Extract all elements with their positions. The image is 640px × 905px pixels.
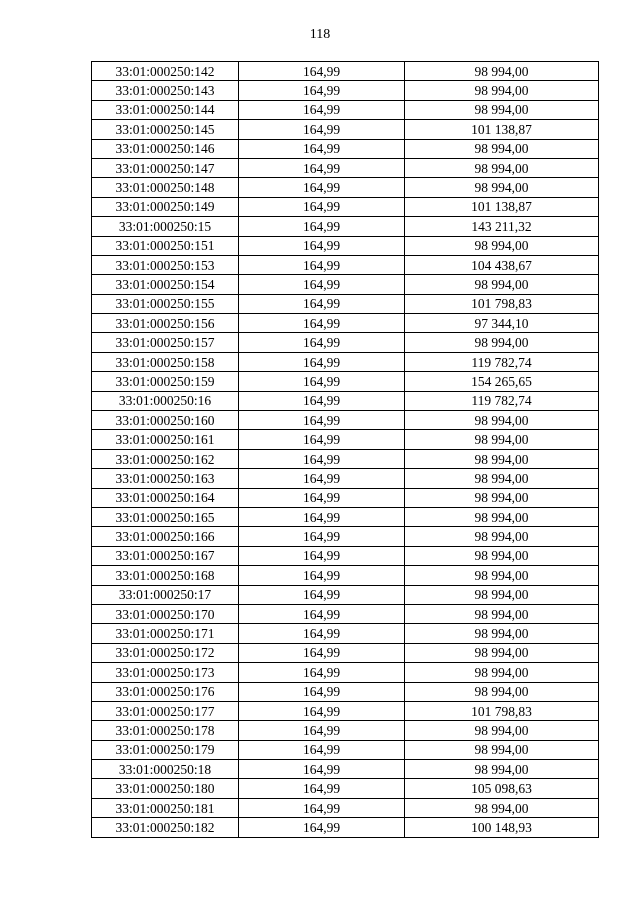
cadastral-number-cell: 33:01:000250:165 — [92, 507, 239, 526]
area-cell: 164,99 — [239, 236, 405, 255]
cadastral-number-cell: 33:01:000250:144 — [92, 100, 239, 119]
table-row — [92, 624, 599, 643]
value-cell: 98 994,00 — [405, 507, 599, 526]
area-cell: 164,99 — [239, 760, 405, 779]
table-row — [92, 643, 599, 662]
value-cell: 98 994,00 — [405, 760, 599, 779]
table-row — [92, 236, 599, 255]
area-cell: 164,99 — [239, 449, 405, 468]
table-row — [92, 81, 599, 100]
table-row — [92, 818, 599, 837]
table-row — [92, 779, 599, 798]
value-cell: 97 344,10 — [405, 314, 599, 333]
cadastral-number-cell: 33:01:000250:158 — [92, 352, 239, 371]
table-row — [92, 333, 599, 352]
page-number: 118 — [309, 27, 331, 42]
value-cell: 143 211,32 — [405, 217, 599, 236]
value-cell: 101 138,87 — [405, 197, 599, 216]
value-cell: 101 798,83 — [405, 701, 599, 720]
value-cell: 98 994,00 — [405, 682, 599, 701]
table-row — [92, 760, 599, 779]
area-cell: 164,99 — [239, 158, 405, 177]
value-cell: 98 994,00 — [405, 333, 599, 352]
cadastral-number-cell: 33:01:000250:149 — [92, 197, 239, 216]
cadastral-number-cell: 33:01:000250:161 — [92, 430, 239, 449]
area-cell: 164,99 — [239, 488, 405, 507]
cadastral-number-cell: 33:01:000250:146 — [92, 139, 239, 158]
area-cell: 164,99 — [239, 139, 405, 158]
table-row — [92, 663, 599, 682]
area-cell: 164,99 — [239, 818, 405, 837]
area-cell: 164,99 — [239, 294, 405, 313]
table-row — [92, 566, 599, 585]
cadastral-number-cell: 33:01:000250:160 — [92, 411, 239, 430]
value-cell: 98 994,00 — [405, 275, 599, 294]
area-cell: 164,99 — [239, 275, 405, 294]
table-row — [92, 527, 599, 546]
table-row — [92, 430, 599, 449]
value-cell: 119 782,74 — [405, 391, 599, 410]
value-cell: 98 994,00 — [405, 81, 599, 100]
cadastral-number-cell: 33:01:000250:171 — [92, 624, 239, 643]
cadastral-number-cell: 33:01:000250:15 — [92, 217, 239, 236]
area-cell: 164,99 — [239, 507, 405, 526]
cadastral-number-cell: 33:01:000250:18 — [92, 760, 239, 779]
area-cell: 164,99 — [239, 255, 405, 274]
table-row — [92, 411, 599, 430]
area-cell: 164,99 — [239, 100, 405, 119]
value-cell: 98 994,00 — [405, 585, 599, 604]
area-cell: 164,99 — [239, 314, 405, 333]
cadastral-number-cell: 33:01:000250:16 — [92, 391, 239, 410]
table-row — [92, 294, 599, 313]
area-cell: 164,99 — [239, 81, 405, 100]
cadastral-number-cell: 33:01:000250:151 — [92, 236, 239, 255]
table-row — [92, 798, 599, 817]
value-cell: 98 994,00 — [405, 449, 599, 468]
value-cell: 98 994,00 — [405, 527, 599, 546]
value-cell: 101 798,83 — [405, 294, 599, 313]
table-row — [92, 62, 599, 81]
table-row — [92, 488, 599, 507]
table-row — [92, 721, 599, 740]
cadastral-number-cell: 33:01:000250:170 — [92, 604, 239, 623]
area-cell: 164,99 — [239, 333, 405, 352]
table-row — [92, 275, 599, 294]
area-cell: 164,99 — [239, 798, 405, 817]
area-cell: 164,99 — [239, 682, 405, 701]
area-cell: 164,99 — [239, 120, 405, 139]
cadastral-number-cell: 33:01:000250:179 — [92, 740, 239, 759]
area-cell: 164,99 — [239, 779, 405, 798]
cadastral-number-cell: 33:01:000250:172 — [92, 643, 239, 662]
value-cell: 98 994,00 — [405, 740, 599, 759]
cadastral-number-cell: 33:01:000250:157 — [92, 333, 239, 352]
area-cell: 164,99 — [239, 62, 405, 81]
table-row — [92, 139, 599, 158]
table-row — [92, 158, 599, 177]
table-row — [92, 740, 599, 759]
area-cell: 164,99 — [239, 178, 405, 197]
table-row — [92, 701, 599, 720]
cadastral-number-cell: 33:01:000250:145 — [92, 120, 239, 139]
cadastral-number-cell: 33:01:000250:159 — [92, 372, 239, 391]
cadastral-number-cell: 33:01:000250:147 — [92, 158, 239, 177]
value-cell: 98 994,00 — [405, 624, 599, 643]
table-row — [92, 217, 599, 236]
cadastral-number-cell: 33:01:000250:178 — [92, 721, 239, 740]
area-cell: 164,99 — [239, 217, 405, 236]
table-row — [92, 255, 599, 274]
area-cell: 164,99 — [239, 197, 405, 216]
area-cell: 164,99 — [239, 430, 405, 449]
area-cell: 164,99 — [239, 721, 405, 740]
value-cell: 98 994,00 — [405, 100, 599, 119]
area-cell: 164,99 — [239, 701, 405, 720]
table-row — [92, 449, 599, 468]
cadastral-number-cell: 33:01:000250:142 — [92, 62, 239, 81]
cadastral-number-cell: 33:01:000250:163 — [92, 469, 239, 488]
table-row — [92, 546, 599, 565]
table-row — [92, 469, 599, 488]
cadastral-number-cell: 33:01:000250:167 — [92, 546, 239, 565]
table-row — [92, 682, 599, 701]
value-cell: 98 994,00 — [405, 236, 599, 255]
cadastral-number-cell: 33:01:000250:177 — [92, 701, 239, 720]
cadastral-number-cell: 33:01:000250:166 — [92, 527, 239, 546]
value-cell: 98 994,00 — [405, 566, 599, 585]
table-row — [92, 197, 599, 216]
area-cell: 164,99 — [239, 566, 405, 585]
value-cell: 98 994,00 — [405, 469, 599, 488]
table-row — [92, 100, 599, 119]
area-cell: 164,99 — [239, 411, 405, 430]
value-cell: 98 994,00 — [405, 411, 599, 430]
area-cell: 164,99 — [239, 643, 405, 662]
area-cell: 164,99 — [239, 624, 405, 643]
area-cell: 164,99 — [239, 469, 405, 488]
table-row — [92, 507, 599, 526]
table-row — [92, 391, 599, 410]
cadastral-number-cell: 33:01:000250:168 — [92, 566, 239, 585]
table-row — [92, 604, 599, 623]
cadastral-number-cell: 33:01:000250:153 — [92, 255, 239, 274]
value-cell: 98 994,00 — [405, 62, 599, 81]
cadastral-number-cell: 33:01:000250:164 — [92, 488, 239, 507]
value-cell: 105 098,63 — [405, 779, 599, 798]
cadastral-number-cell: 33:01:000250:162 — [92, 449, 239, 468]
cadastral-number-cell: 33:01:000250:156 — [92, 314, 239, 333]
table-row — [92, 120, 599, 139]
table-body — [92, 62, 599, 838]
cadastral-number-cell: 33:01:000250:154 — [92, 275, 239, 294]
area-cell: 164,99 — [239, 527, 405, 546]
value-cell: 98 994,00 — [405, 604, 599, 623]
area-cell: 164,99 — [239, 352, 405, 371]
cadastral-number-cell: 33:01:000250:155 — [92, 294, 239, 313]
cadastral-number-cell: 33:01:000250:176 — [92, 682, 239, 701]
value-cell: 98 994,00 — [405, 178, 599, 197]
value-cell: 101 138,87 — [405, 120, 599, 139]
area-cell: 164,99 — [239, 663, 405, 682]
value-cell: 98 994,00 — [405, 721, 599, 740]
cadastral-number-cell: 33:01:000250:173 — [92, 663, 239, 682]
value-cell: 98 994,00 — [405, 643, 599, 662]
value-cell: 154 265,65 — [405, 372, 599, 391]
area-cell: 164,99 — [239, 372, 405, 391]
table-row — [92, 178, 599, 197]
value-cell: 98 994,00 — [405, 158, 599, 177]
table-row — [92, 372, 599, 391]
cadastral-number-cell: 33:01:000250:180 — [92, 779, 239, 798]
value-cell: 98 994,00 — [405, 488, 599, 507]
value-cell: 98 994,00 — [405, 546, 599, 565]
table-row — [92, 585, 599, 604]
value-cell: 119 782,74 — [405, 352, 599, 371]
value-cell: 98 994,00 — [405, 430, 599, 449]
cadastral-number-cell: 33:01:000250:148 — [92, 178, 239, 197]
value-cell: 98 994,00 — [405, 798, 599, 817]
area-cell: 164,99 — [239, 546, 405, 565]
area-cell: 164,99 — [239, 604, 405, 623]
area-cell: 164,99 — [239, 585, 405, 604]
cadastral-number-cell: 33:01:000250:181 — [92, 798, 239, 817]
value-cell: 98 994,00 — [405, 663, 599, 682]
value-cell: 98 994,00 — [405, 139, 599, 158]
area-cell: 164,99 — [239, 391, 405, 410]
table-row — [92, 352, 599, 371]
cadastral-number-cell: 33:01:000250:143 — [92, 81, 239, 100]
value-cell: 100 148,93 — [405, 818, 599, 837]
cadastral-number-cell: 33:01:000250:182 — [92, 818, 239, 837]
value-cell: 104 438,67 — [405, 255, 599, 274]
cadastral-number-cell: 33:01:000250:17 — [92, 585, 239, 604]
data-table — [91, 61, 599, 838]
area-cell: 164,99 — [239, 740, 405, 759]
table-row — [92, 314, 599, 333]
